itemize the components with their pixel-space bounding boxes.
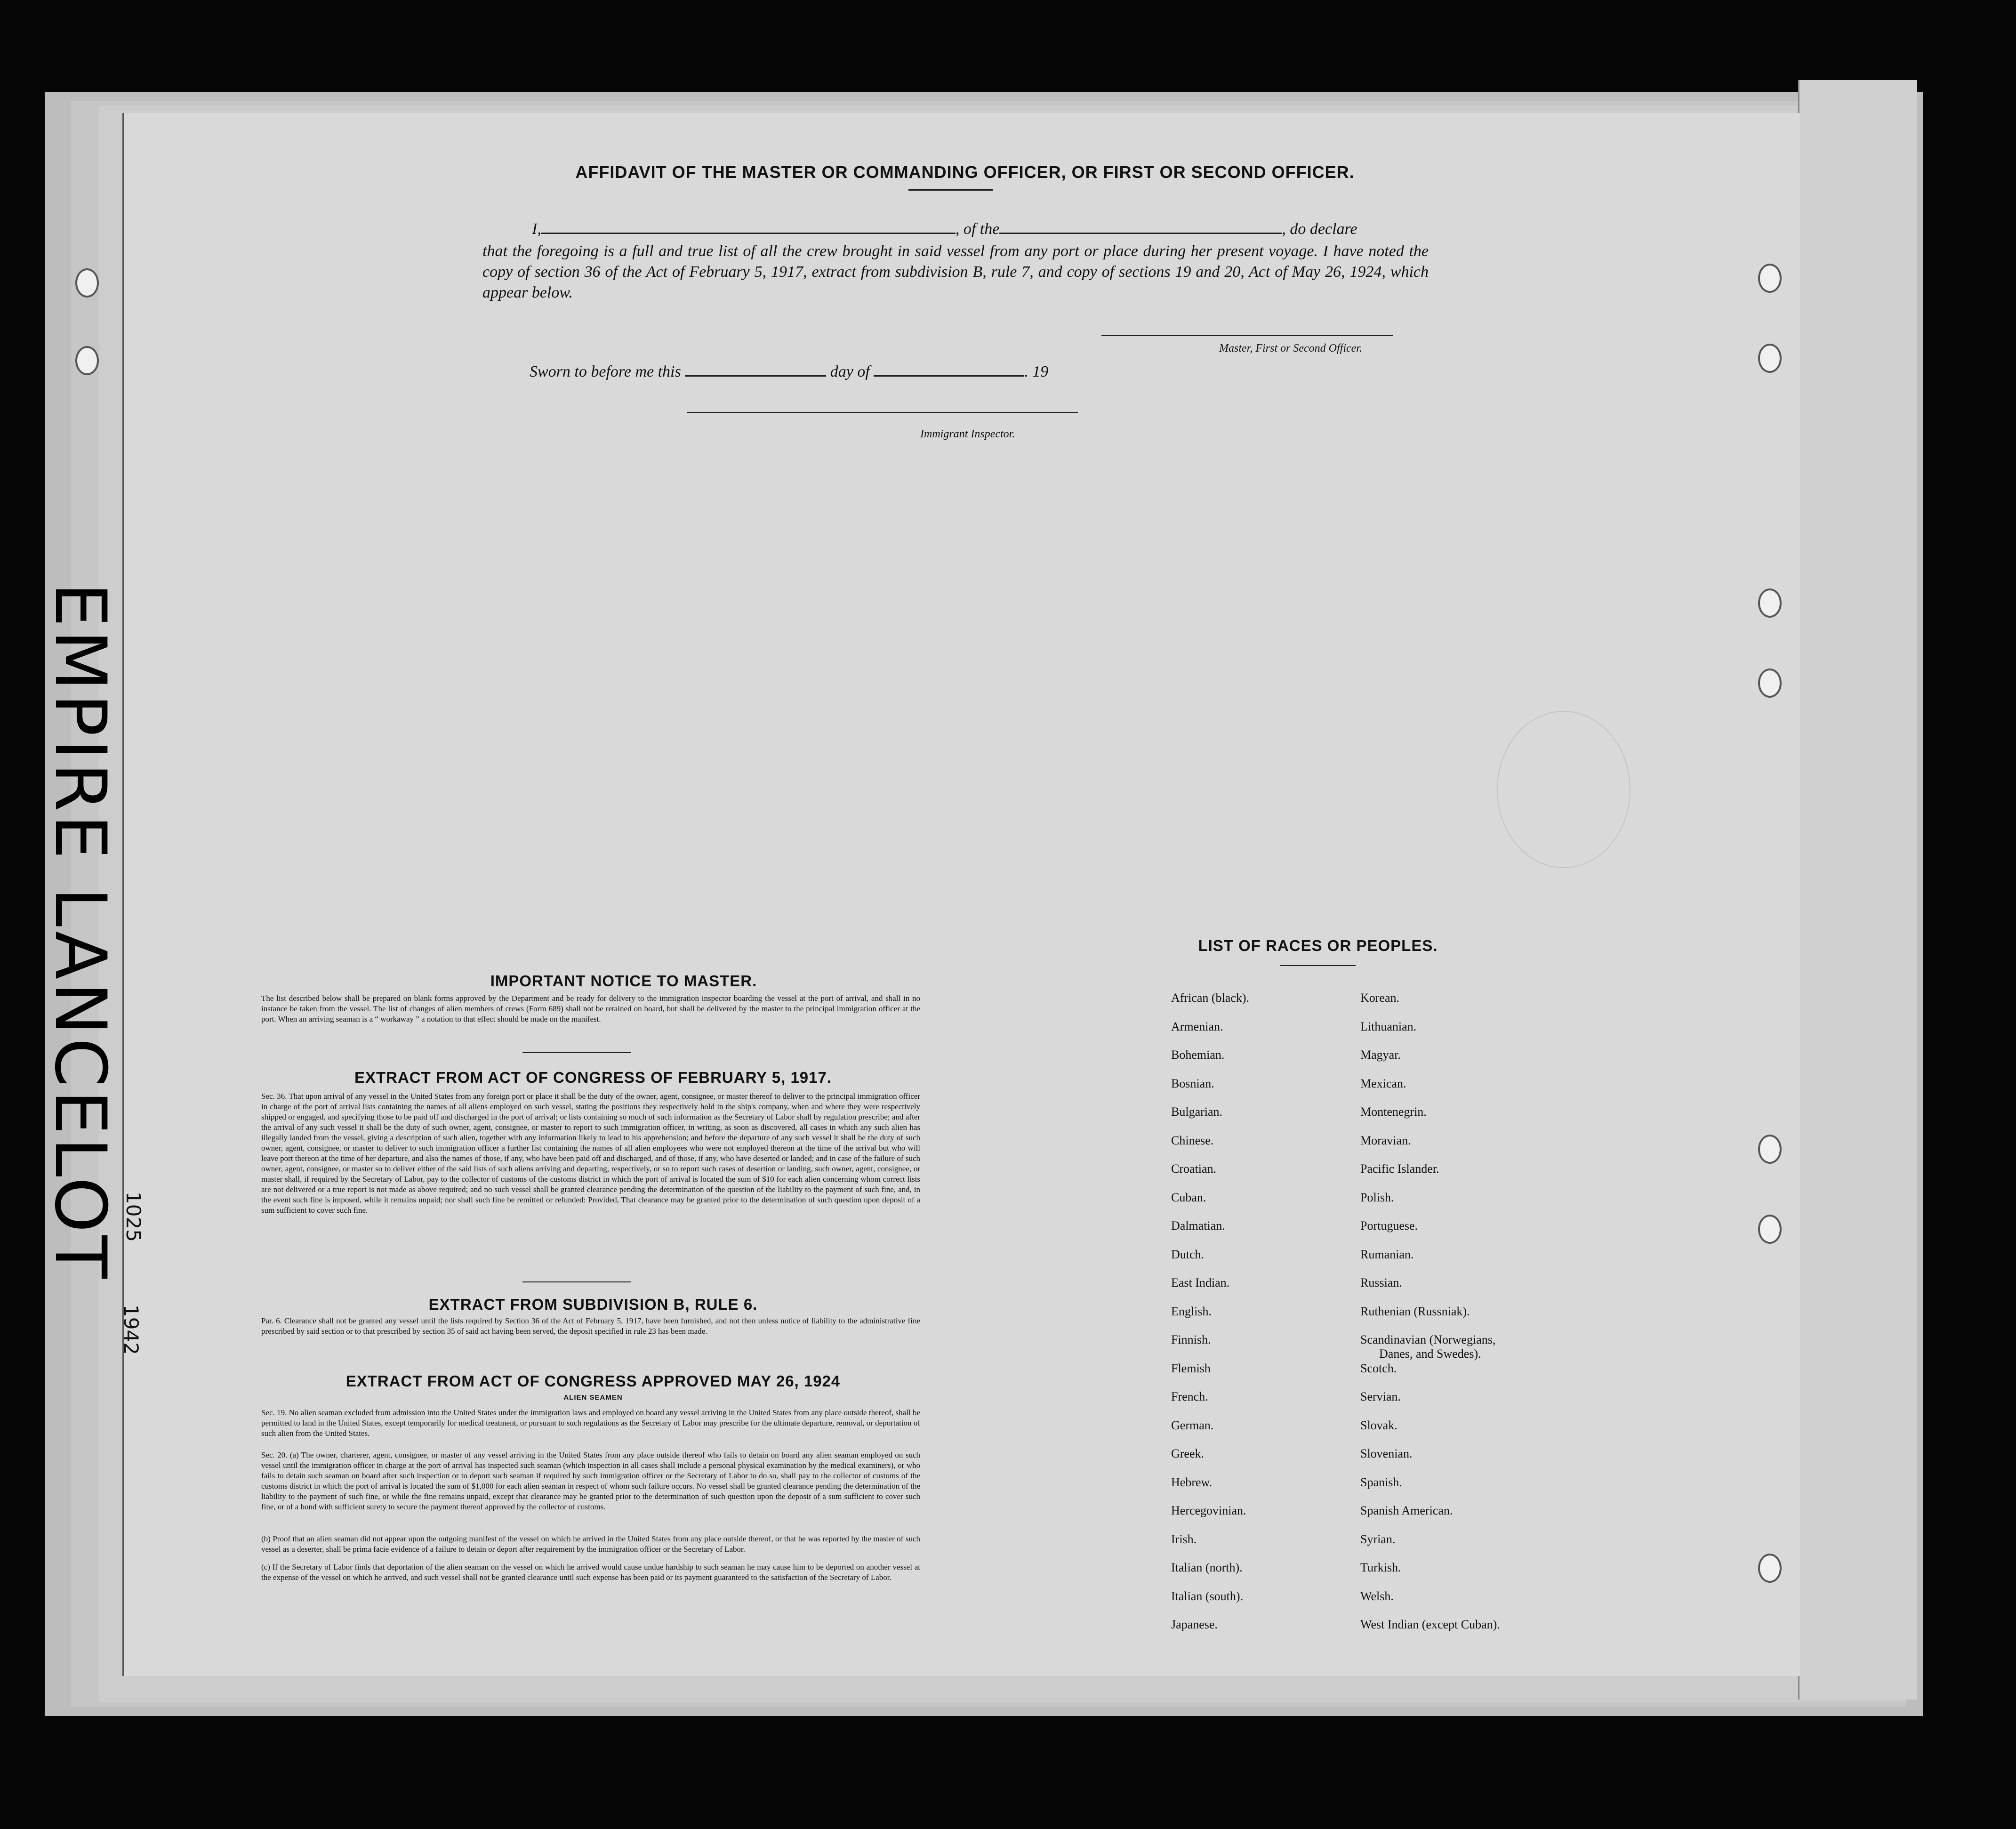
affidavit-title: AFFIDAVIT OF THE MASTER OR COMMANDING OFFICER, OR FIRST OR SECOND OFFICER.: [575, 162, 1355, 182]
race-item: Slovak.: [1360, 1418, 1398, 1432]
race-item: Italian (north).: [1171, 1561, 1243, 1574]
race-item: Scotch.: [1360, 1361, 1397, 1375]
section-rule: [1280, 965, 1356, 966]
notice-title: IMPORTANT NOTICE TO MASTER.: [490, 972, 757, 990]
race-item: Flemish: [1171, 1361, 1211, 1375]
sworn-month-field[interactable]: [874, 375, 1024, 377]
race-item: Welsh.: [1360, 1589, 1394, 1603]
punch-hole: [1758, 344, 1782, 373]
race-item: Ruthenian (Russniak).: [1360, 1304, 1470, 1318]
race-item: East Indian.: [1171, 1276, 1230, 1289]
main-form-sheet: [119, 113, 1800, 1676]
handwritten-number: 1025: [121, 1192, 145, 1242]
race-item: English.: [1171, 1304, 1212, 1318]
affidavit-body: that the foregoing is a full and true list of all the crew brought in said vessel from any port or place during her present voyage. I have noted the copy of section 36 of the Act of February 5, 1917, extract from subdivision B, rule 7, and copy of sections 19 and 20, Act of May 26, 1924, which appear below.: [482, 242, 1429, 301]
race-item: Pacific Islander.: [1360, 1162, 1439, 1176]
faint-seal-stamp: [1497, 711, 1630, 868]
race-item: Bosnian.: [1171, 1076, 1214, 1090]
race-item: Turkish.: [1360, 1561, 1401, 1574]
extract-1924-title: EXTRACT FROM ACT OF CONGRESS APPROVED MAY 26, 1924: [345, 1372, 841, 1390]
races-title: LIST OF RACES OR PEOPLES.: [1198, 937, 1438, 954]
inspector-signature-line[interactable]: [687, 412, 1078, 413]
race-item: Spanish.: [1360, 1475, 1402, 1489]
race-item: Scandinavian (Norwegians,: [1360, 1333, 1496, 1346]
race-item: Lithuanian.: [1360, 1019, 1417, 1033]
race-item: German.: [1171, 1418, 1214, 1432]
punch-hole: [1758, 1554, 1782, 1583]
affidavit-do-declare: , do declare: [1282, 220, 1357, 238]
race-item: West Indian (except Cuban).: [1360, 1618, 1500, 1631]
punch-hole: [1758, 669, 1782, 698]
punch-hole: [1758, 264, 1782, 293]
vessel-field[interactable]: [999, 233, 1282, 234]
race-item: Portuguese.: [1360, 1219, 1418, 1233]
sworn-prefix: Sworn to before me this: [530, 363, 681, 380]
section-rule: [522, 1052, 631, 1053]
right-edge-sheet: [1798, 80, 1917, 1700]
race-item: Bohemian.: [1171, 1048, 1225, 1062]
race-item: Hebrew.: [1171, 1475, 1213, 1489]
extract-1924-sec20a: Sec. 20. (a) The owner, charterer, agent, consignee, or master of any vessel arriving in the United States from any place outside thereof who fails to detain on board any alien seaman employed on such vessel until the immigration officer in charge at the port of arrival has inspected such seaman (which inspection in all cases shall include a personal physical examination by the medical examiners), or who fails to detain such seaman on board after such inspection or to deport such seaman if required by such immigration officer or the Secretary of Labor to do so, shall pay to the collector of customs of the customs district in which the port of arrival is located the sum of $1,000 for each alien seaman in respect of whom such failure occurs. No vessel shall be granted clearance pending the determination of the liability to the payment of such fine, or while the fine remains unpaid, except that clearance may be granted prior to the determination of such question upon the deposit of a sum sufficient to cover such fine, or of a bond with sufficient surety to secure the payment thereof approved by the collector of customs.: [261, 1450, 920, 1511]
signature-label: Master, First or Second Officer.: [1219, 342, 1362, 355]
race-item: Russian.: [1360, 1276, 1402, 1289]
race-item: Syrian.: [1360, 1532, 1396, 1546]
affidavit-declaration-line: [532, 219, 1426, 240]
race-item: Korean.: [1360, 991, 1400, 1005]
punch-hole: [1758, 1215, 1782, 1244]
extract-1924-subtitle: ALIEN SEAMEN: [563, 1394, 623, 1402]
race-item: Armenian.: [1171, 1019, 1223, 1033]
extract-1917-title: EXTRACT FROM ACT OF CONGRESS OF FEBRUARY 5, 1917.: [354, 1069, 832, 1086]
race-item: Servian.: [1360, 1390, 1401, 1403]
race-item: Magyar.: [1360, 1048, 1401, 1062]
sworn-day-of: day of: [830, 363, 870, 380]
race-item: Dutch.: [1171, 1247, 1205, 1261]
race-item: French.: [1171, 1390, 1208, 1403]
race-item: Irish.: [1171, 1532, 1197, 1546]
race-item: Montenegrin.: [1360, 1105, 1427, 1119]
race-item: Italian (south).: [1171, 1589, 1244, 1603]
race-item: Chinese.: [1171, 1133, 1214, 1147]
race-item: Rumanian.: [1360, 1247, 1414, 1261]
extract-1924-sec19: Sec. 19. No alien seaman excluded from admission into the United States under the immigration laws and employed on board any vessel arriving in the United States from any place outside thereof, shall be permitted to land in the United States, except temporarily for medical treatment, or pursuant to such regulations as the Secretary of Labor may prescribe for the ultimate departure, removal, or deportation of such alien from the United States.: [261, 1408, 920, 1438]
extract-1917-text: Sec. 36. That upon arrival of any vessel in the United States from any foreign port or place it shall be the duty of the owner, agent, consignee, or master thereof to deliver to the principal immigration officer in charge of the port of arrival lists containing the names of all aliens employed on such vessel, stating the positions they respectively hold in the ship's company, when and where they were respectively shipped or engaged, and specifying those to be paid off and discharged in the port of arrival; or lists containing so much of such information as the Secretary of Labor shall by regulation prescribe; and after the arrival of any such vessel it shall be the duty of such owner, agent, consignee, or master to report to such immigration officer, in writing, as soon as discovered, all cases in which any such alien has illegally landed from the vessel, giving a description of such alien, together with any information likely to lead to his apprehension; and before the departure of any such vessel it shall be the duty of such owner, agent, consignee, or master to deliver to such immigration officer a further list containing the names of all alien employees who were not employed thereon at the time of the arrival but who will leave port thereon at the time of her departure, and also the names of those, if any, who have been paid off and discharged, and of those, if any, who have deserted or landed; and in case of the failure of such owner, agent, consignee, or master so to deliver either of the said lists of such aliens arriving and departing, respectively, or so to report such cases of desertion or landing, such owner, agent, consignee, or master shall, if required by the Secretary of Labor, pay to the collector of customs of the customs district in which the port of arrival is located the sum of $10 for each alien concerning whom correct lists are not delivered or a true report is not made as above required; and no such vessel shall be granted clearance pending the determination of the question of the liability to the payment of such fine, and, in the event such fine is imposed, while it remains unpaid; nor shall such fine be remitted or refunded: Provided, That clearance may be granted prior to the determination of such question upon deposit of a sum sufficient to cover such fine.: [261, 1092, 920, 1215]
subdivision-b-text: Par. 6. Clearance shall not be granted any vessel until the lists required by Section 36 of the Act of February 5, 1917, have been furnished, and not then unless notice of liability to the administrative fine prescribed by said section or to that prescribed by section 35 of said act having been served, the deposit specified in rule 23 has been made.: [261, 1316, 920, 1336]
race-item: Danes, and Swedes).: [1379, 1347, 1481, 1361]
signature-line[interactable]: [1101, 335, 1393, 336]
name-field[interactable]: [541, 233, 956, 234]
race-item: Hercegovinian.: [1171, 1504, 1246, 1517]
race-item: Finnish.: [1171, 1333, 1211, 1346]
affidavit-of-the: , of the: [955, 220, 1000, 238]
handwritten-ship-name: EMPIRE LANCELOT: [39, 582, 121, 1281]
punch-hole: [75, 346, 99, 375]
punch-hole: [1758, 1135, 1782, 1164]
race-item: Greek.: [1171, 1447, 1205, 1460]
race-item: Croatian.: [1171, 1162, 1217, 1176]
sworn-year: . 19: [1024, 363, 1049, 380]
race-item: Dalmatian.: [1171, 1219, 1225, 1233]
sworn-line: [530, 362, 1141, 382]
punch-hole: [1758, 588, 1782, 618]
punch-hole: [75, 268, 99, 298]
inspector-label: Immigrant Inspector.: [920, 428, 1015, 440]
race-item: Moravian.: [1360, 1133, 1411, 1147]
extract-1924-sec20c: (c) If the Secretary of Labor finds that deportation of the alien seaman on the vessel on which he arrived would cause undue hardship to such seaman he may cause him to be deported on another vessel at the expense of the vessel on which he arrived, and such vessel shall not be granted clearance until such expense has been paid or its payment guaranteed to the satisfaction of the Secretary of Labor.: [261, 1563, 920, 1582]
race-item: African (black).: [1171, 991, 1250, 1005]
race-item: Bulgarian.: [1171, 1105, 1223, 1119]
subdivision-b-title: EXTRACT FROM SUBDIVISION B, RULE 6.: [428, 1296, 758, 1313]
title-rule: [908, 189, 993, 191]
race-item: Mexican.: [1360, 1076, 1406, 1090]
race-item: Cuban.: [1171, 1190, 1206, 1204]
race-item: Spanish American.: [1360, 1504, 1453, 1517]
section-rule: [522, 1281, 631, 1282]
sworn-day-field[interactable]: [685, 375, 826, 377]
affidavit-prefix: I,: [532, 220, 541, 238]
extract-1924-sec20b: (b) Proof that an alien seaman did not appear upon the outgoing manifest of the vessel on which he arrived in the United States from any place outside thereof, or that he was reported by the master of such vessel as a deserter, shall be prima facie evidence of a failure to detain or deport after requirement by the immigration officer or the Secretary of Labor.: [261, 1534, 920, 1554]
handwritten-number: 1942: [119, 1305, 143, 1355]
notice-text: The list described below shall be prepared on blank forms approved by the Department and be ready for delivery to the immigration inspector boarding the vessel at the port of arrival, and shall in no instance be taken from the vessel. The list of changes of alien members of crews (Form 689) shall not be retained on board, but shall be delivered by the master to the principal immigration officer at the port. When an arriving seaman is a “ workaway ” a notation to that effect should be made on the manifest.: [261, 994, 920, 1023]
race-item: Polish.: [1360, 1190, 1394, 1204]
race-item: Slovenian.: [1360, 1447, 1413, 1460]
race-item: Japanese.: [1171, 1618, 1218, 1631]
